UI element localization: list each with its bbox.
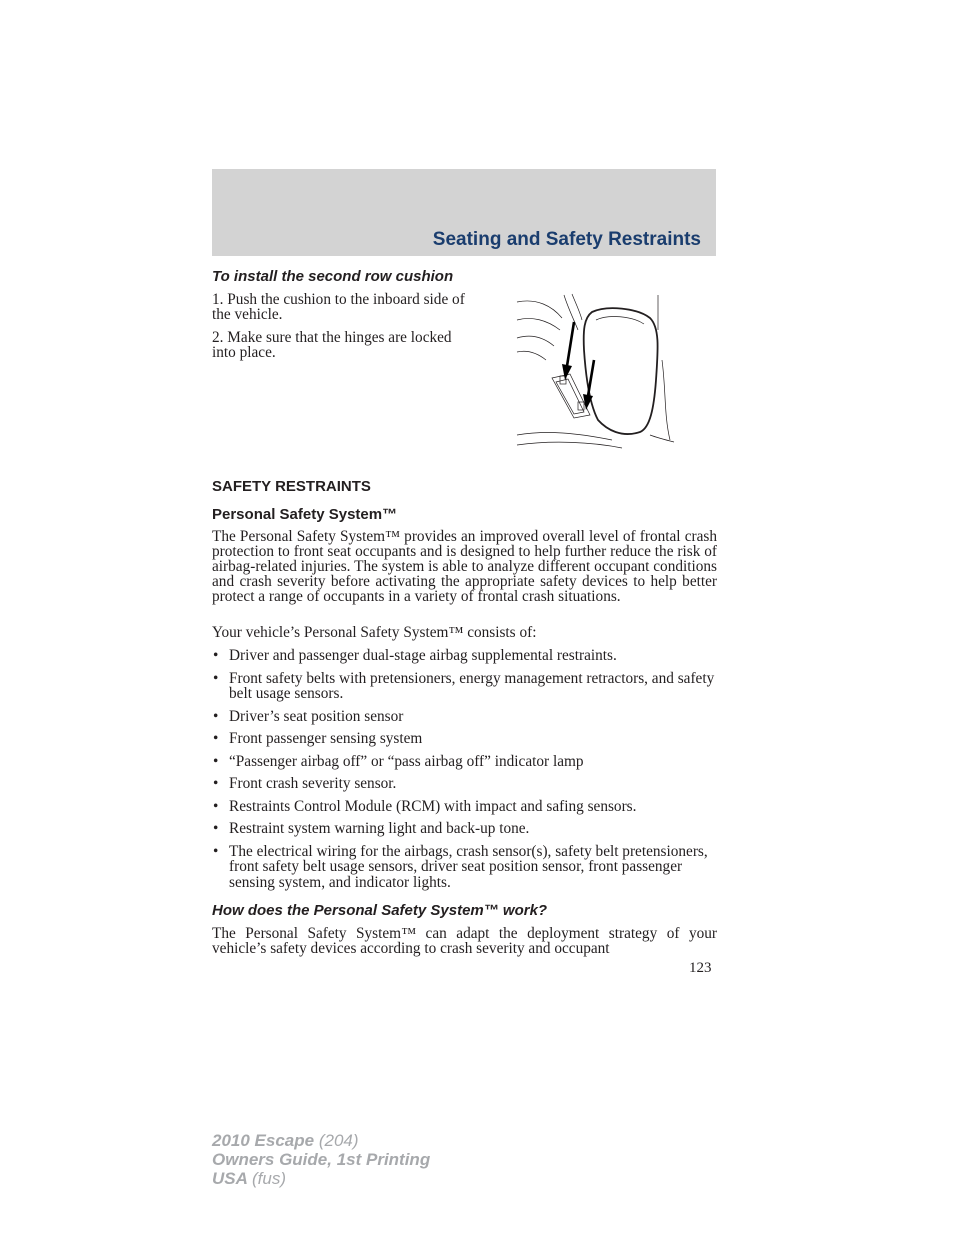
list-item: • Front crash severity sensor. bbox=[213, 775, 397, 792]
pss-components-list bbox=[212, 648, 717, 897]
list-item: • Restraints Control Module (RCM) with impact and safing sensors. bbox=[213, 797, 637, 815]
list-item: • Driver and passenger dual-stage airbag supplemental restraints. bbox=[213, 647, 617, 664]
document-footer bbox=[212, 1131, 430, 1188]
pss-intro-paragraph: The Personal Safety System™ provides an improved overall level of frontal crash protection to front seat occupants and is designed to help further reduce the risk of airbag-related injuries. The system is able to analyze different occupant conditions and crash severity before activating the appropriate safety devices to help better protect a range of occupants in a variety of frontal crash situations. bbox=[212, 528, 717, 605]
list-item: • Front passenger sensing system bbox=[213, 730, 423, 747]
list-item: • “Passenger airbag off” or “pass airbag off” indicator lamp bbox=[213, 752, 584, 770]
install-heading: To install the second row cushion bbox=[212, 268, 454, 285]
section-header-band bbox=[212, 169, 716, 256]
section-title: Seating and Safety Restraints bbox=[432, 229, 701, 250]
footer-market: USA bbox=[212, 1169, 248, 1188]
footer-model-code: (204) bbox=[318, 1131, 359, 1150]
footer-guide: Owners Guide, 1st Printing bbox=[212, 1150, 431, 1169]
how-pss-works-heading: How does the Personal Safety System™ work? bbox=[212, 902, 548, 919]
list-item: • Driver’s seat position sensor bbox=[213, 707, 404, 725]
pss-consists-of: Your vehicle’s Personal Safety System™ consists of: bbox=[212, 624, 537, 641]
how-pss-works-paragraph: The Personal Safety System™ can adapt the deployment strategy of your vehicle’s safety devices according to crash severity and occupant bbox=[212, 925, 717, 957]
install-step-1: 1. Push the cushion to the inboard side of the vehicle. bbox=[212, 291, 465, 323]
seat-cushion-illustration bbox=[512, 290, 677, 450]
personal-safety-system-heading: Personal Safety System™ bbox=[212, 506, 398, 523]
footer-model: 2010 Escape bbox=[212, 1131, 315, 1150]
list-item: • The electrical wiring for the airbags, crash sensor(s), safety belt pretensioners, front safety belt usage sensors, driver seat position sensor, front passenger sensing system, and indicator lights. bbox=[213, 842, 708, 891]
footer-market-code: (fus) bbox=[252, 1169, 286, 1188]
install-steps bbox=[212, 292, 472, 368]
list-item: • Front safety belts with pretensioners, energy management retractors, and safety belt usage sensors. bbox=[213, 669, 715, 702]
page-number: 123 bbox=[689, 960, 712, 976]
list-item: • Restraint system warning light and back-up tone. bbox=[213, 820, 530, 837]
safety-restraints-heading: SAFETY RESTRAINTS bbox=[212, 478, 371, 495]
install-step-2: 2. Make sure that the hinges are locked into place. bbox=[212, 329, 452, 361]
